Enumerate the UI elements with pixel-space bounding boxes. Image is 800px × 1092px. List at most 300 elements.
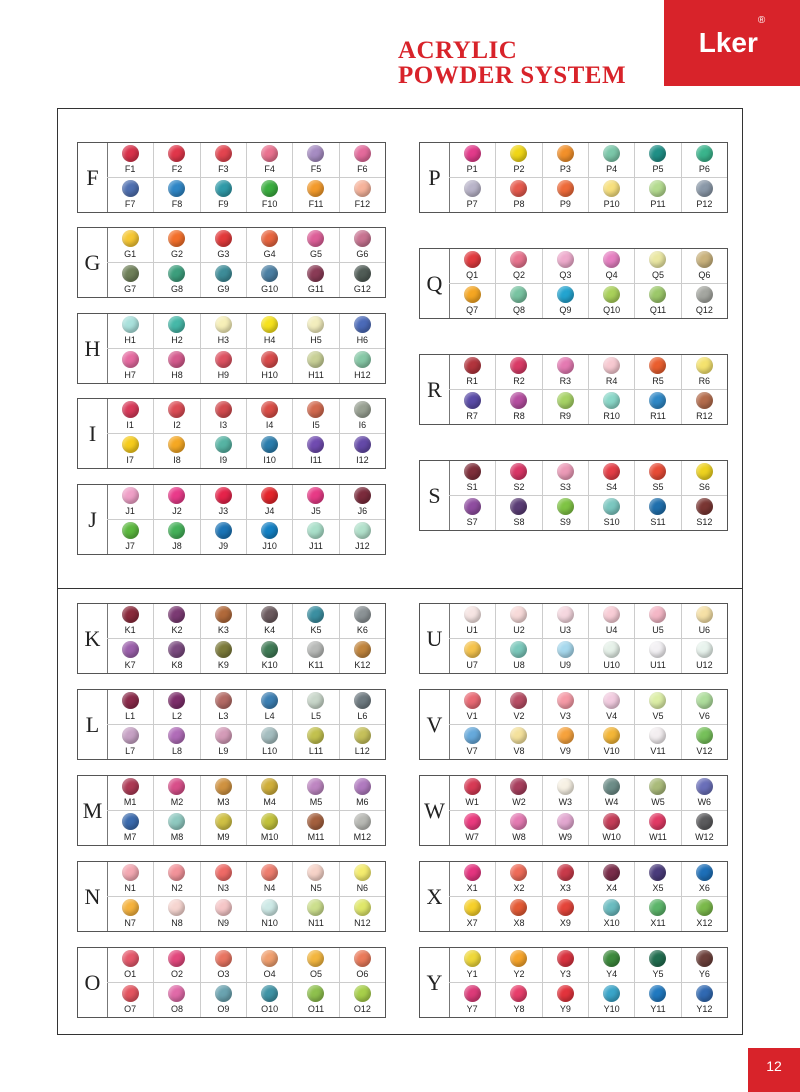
swatch-code: I10: [263, 454, 276, 465]
color-swatch: [510, 985, 527, 1002]
color-swatch: [354, 813, 371, 830]
color-swatch: [464, 778, 481, 795]
swatch-cell: [107, 897, 153, 932]
swatch-code: W10: [602, 831, 621, 842]
swatch-code: J4: [264, 506, 275, 516]
swatch-code: I8: [173, 454, 181, 465]
swatch-cell: [634, 948, 680, 983]
color-swatch: [696, 392, 713, 409]
swatch-cell: [153, 811, 199, 846]
swatch-cell: [292, 604, 338, 639]
swatch-cell: [339, 228, 385, 263]
color-swatch: [603, 606, 620, 623]
color-swatch: [603, 727, 620, 744]
swatch-code: L4: [264, 711, 275, 721]
color-swatch: [557, 251, 574, 268]
swatch-cell: [246, 314, 292, 349]
swatch-cell: [681, 390, 727, 425]
swatch-grid: [449, 143, 727, 212]
swatch-code: Y9: [559, 1003, 571, 1014]
swatch-cell: [588, 390, 634, 425]
swatch-group-r: [419, 354, 728, 425]
swatch-code: Q4: [605, 270, 618, 280]
swatch-cell: [542, 897, 588, 932]
color-swatch: [696, 692, 713, 709]
color-swatch: [354, 401, 371, 418]
color-swatch: [464, 463, 481, 480]
swatch-code: V5: [652, 711, 664, 721]
color-swatch: [261, 778, 278, 795]
swatch-code: P5: [652, 164, 664, 174]
color-swatch: [510, 463, 527, 480]
color-swatch: [464, 251, 481, 268]
swatch-code: W12: [695, 831, 714, 842]
swatch-code: M11: [307, 831, 325, 842]
swatch-code: V7: [466, 745, 478, 756]
color-swatch: [307, 180, 324, 197]
color-swatch: [649, 692, 666, 709]
swatch-code: J11: [309, 540, 323, 551]
color-swatch: [261, 487, 278, 504]
swatch-cell: [339, 983, 385, 1018]
swatch-group-y: [419, 947, 728, 1018]
swatch-cell: [542, 496, 588, 531]
swatch-code: H5: [310, 335, 322, 345]
color-swatch: [557, 463, 574, 480]
swatch-cell: [495, 355, 541, 390]
group-letter: Y: [420, 948, 450, 1017]
swatch-cell: [495, 604, 541, 639]
swatch-cell: [153, 639, 199, 674]
color-swatch: [557, 813, 574, 830]
color-swatch: [168, 950, 185, 967]
swatch-code: P9: [559, 198, 571, 209]
color-swatch: [122, 265, 139, 282]
swatch-group-q: [419, 248, 728, 319]
swatch-code: Y6: [698, 969, 710, 979]
color-swatch: [122, 641, 139, 658]
swatch-grid: [107, 314, 385, 383]
swatch-code: O4: [263, 969, 276, 979]
swatch-grid: [107, 862, 385, 931]
color-swatch: [649, 180, 666, 197]
color-swatch: [696, 985, 713, 1002]
swatch-code: L5: [310, 711, 321, 721]
color-swatch: [464, 357, 481, 374]
color-swatch: [696, 357, 713, 374]
swatch-cell: [634, 390, 680, 425]
color-swatch: [307, 436, 324, 453]
color-swatch: [649, 286, 666, 303]
swatch-cell: [246, 434, 292, 469]
swatch-code: U10: [603, 659, 620, 670]
swatch-cell: [681, 811, 727, 846]
swatch-code: X10: [603, 917, 620, 928]
swatch-code: Y1: [466, 969, 478, 979]
swatch-code: Y5: [652, 969, 664, 979]
color-swatch: [557, 727, 574, 744]
color-swatch: [122, 950, 139, 967]
color-swatch: [168, 727, 185, 744]
color-swatch: [307, 864, 324, 881]
swatch-group-k: [77, 603, 386, 674]
swatch-code: I12: [356, 454, 369, 465]
swatch-cell: [292, 314, 338, 349]
color-swatch: [168, 230, 185, 247]
color-swatch: [510, 778, 527, 795]
swatch-cell: [542, 390, 588, 425]
color-swatch: [168, 985, 185, 1002]
swatch-cell: [246, 948, 292, 983]
swatch-cell: [449, 948, 495, 983]
color-swatch: [649, 985, 666, 1002]
swatch-cell: [246, 604, 292, 639]
swatch-code: F5: [310, 164, 322, 174]
swatch-code: F4: [264, 164, 275, 174]
swatch-code: J8: [172, 540, 182, 551]
swatch-cell: [200, 776, 246, 811]
color-swatch: [168, 265, 185, 282]
swatch-cell: [634, 862, 680, 897]
swatch-cell: [495, 178, 541, 213]
color-swatch: [510, 813, 527, 830]
swatch-cell: [339, 434, 385, 469]
color-swatch: [215, 641, 232, 658]
swatch-grid: [449, 249, 727, 318]
swatch-code: U9: [559, 659, 572, 670]
color-swatch: [261, 522, 278, 539]
color-swatch: [354, 950, 371, 967]
swatch-cell: [292, 178, 338, 213]
color-swatch: [168, 813, 185, 830]
swatch-cell: [107, 485, 153, 520]
color-swatch: [603, 463, 620, 480]
swatch-cell: [542, 143, 588, 178]
swatch-code: K2: [171, 625, 183, 635]
registered-mark: ®: [757, 15, 766, 26]
color-swatch: [168, 522, 185, 539]
swatch-code: M3: [217, 797, 230, 807]
swatch-cell: [246, 983, 292, 1018]
swatch-cell: [200, 862, 246, 897]
swatch-cell: [681, 862, 727, 897]
swatch-cell: [339, 776, 385, 811]
group-letter: I: [78, 399, 108, 468]
swatch-cell: [588, 776, 634, 811]
color-swatch: [510, 357, 527, 374]
color-swatch: [510, 498, 527, 515]
swatch-code: I7: [126, 454, 134, 465]
swatch-code: O7: [124, 1003, 137, 1014]
swatch-cell: [107, 399, 153, 434]
color-swatch: [603, 778, 620, 795]
swatch-cell: [495, 496, 541, 531]
color-swatch: [557, 180, 574, 197]
swatch-cell: [153, 434, 199, 469]
swatch-code: M9: [217, 831, 230, 842]
swatch-cell: [246, 639, 292, 674]
swatch-code: V10: [603, 745, 620, 756]
swatch-cell: [153, 349, 199, 384]
swatch-cell: [495, 143, 541, 178]
swatch-code: I3: [219, 420, 228, 430]
color-swatch: [261, 351, 278, 368]
swatch-code: U11: [650, 659, 666, 670]
color-swatch: [261, 316, 278, 333]
color-swatch: [603, 251, 620, 268]
swatch-code: H10: [261, 369, 278, 380]
swatch-code: O11: [307, 1003, 325, 1014]
color-swatch: [464, 286, 481, 303]
swatch-code: S5: [652, 482, 664, 492]
swatch-code: Q7: [466, 304, 479, 315]
swatch-cell: [681, 725, 727, 760]
color-swatch: [464, 864, 481, 881]
swatch-code: U1: [466, 625, 478, 635]
swatch-code: K1: [124, 625, 136, 635]
swatch-cell: [681, 897, 727, 932]
swatch-code: G4: [263, 249, 276, 259]
swatch-code: X7: [466, 917, 478, 928]
swatch-cell: [153, 983, 199, 1018]
swatch-cell: [588, 725, 634, 760]
color-swatch: [122, 899, 139, 916]
color-swatch: [354, 351, 371, 368]
swatch-code: Y3: [559, 969, 571, 979]
color-swatch: [464, 641, 481, 658]
section-divider: [57, 588, 743, 589]
color-swatch: [168, 316, 185, 333]
swatch-cell: [681, 983, 727, 1018]
swatch-code: K8: [171, 659, 183, 670]
swatch-cell: [495, 284, 541, 319]
swatch-cell: [339, 143, 385, 178]
swatch-cell: [542, 178, 588, 213]
color-swatch: [307, 778, 324, 795]
swatch-code: R6: [698, 376, 711, 386]
swatch-code: R10: [603, 410, 620, 421]
color-swatch: [603, 985, 620, 1002]
swatch-cell: [107, 811, 153, 846]
color-swatch: [168, 180, 185, 197]
swatch-code: Y10: [603, 1003, 620, 1014]
swatch-cell: [542, 811, 588, 846]
color-swatch: [510, 950, 527, 967]
swatch-code: M6: [356, 797, 369, 807]
color-swatch: [261, 606, 278, 623]
color-swatch: [215, 230, 232, 247]
swatch-cell: [107, 725, 153, 760]
swatch-cell: [588, 862, 634, 897]
swatch-code: Q3: [559, 270, 572, 280]
swatch-code: N7: [124, 917, 136, 928]
color-swatch: [649, 392, 666, 409]
color-swatch: [122, 230, 139, 247]
color-swatch: [354, 316, 371, 333]
swatch-cell: [107, 314, 153, 349]
swatch-code: K12: [354, 659, 371, 670]
swatch-code: R9: [559, 410, 572, 421]
color-swatch: [510, 180, 527, 197]
color-swatch: [215, 950, 232, 967]
swatch-group-g: [77, 227, 386, 298]
swatch-code: R7: [466, 410, 478, 421]
color-swatch: [510, 727, 527, 744]
color-swatch: [510, 864, 527, 881]
title-line-1: ACRYLIC: [398, 37, 518, 64]
color-swatch: [557, 286, 574, 303]
swatch-code: I9: [219, 454, 228, 465]
swatch-code: W9: [558, 831, 573, 842]
color-swatch: [307, 265, 324, 282]
swatch-group-j: [77, 484, 386, 555]
swatch-code: P12: [696, 198, 713, 209]
swatch-code: F10: [261, 198, 278, 209]
swatch-cell: [292, 897, 338, 932]
swatch-cell: [495, 948, 541, 983]
swatch-cell: [107, 228, 153, 263]
color-swatch: [696, 864, 713, 881]
swatch-code: I2: [173, 420, 181, 430]
swatch-code: V9: [559, 745, 571, 756]
swatch-code: Y12: [696, 1003, 713, 1014]
color-swatch: [307, 641, 324, 658]
swatch-code: V1: [466, 711, 478, 721]
swatch-code: P3: [559, 164, 571, 174]
swatch-code: P11: [650, 198, 666, 209]
color-swatch: [215, 180, 232, 197]
color-swatch: [603, 899, 620, 916]
swatch-cell: [200, 263, 246, 298]
swatch-code: O10: [261, 1003, 279, 1014]
color-swatch: [122, 813, 139, 830]
swatch-cell: [449, 604, 495, 639]
swatch-group-m: [77, 775, 386, 846]
swatch-code: S8: [513, 516, 525, 527]
swatch-grid: [449, 690, 727, 759]
swatch-cell: [339, 811, 385, 846]
color-swatch: [354, 145, 371, 162]
swatch-code: L9: [218, 745, 229, 756]
color-swatch: [603, 145, 620, 162]
swatch-code: K4: [264, 625, 276, 635]
swatch-code: P10: [603, 198, 620, 209]
swatch-cell: [634, 496, 680, 531]
color-swatch: [649, 606, 666, 623]
swatch-code: P4: [606, 164, 618, 174]
swatch-cell: [292, 434, 338, 469]
group-letter: X: [420, 862, 450, 931]
swatch-group-u: [419, 603, 728, 674]
swatch-cell: [634, 690, 680, 725]
group-letter: N: [78, 862, 108, 931]
group-letter: R: [420, 355, 450, 424]
swatch-code: Q10: [603, 304, 621, 315]
swatch-cell: [681, 496, 727, 531]
swatch-group-i: [77, 398, 386, 469]
swatch-cell: [292, 485, 338, 520]
swatch-code: U4: [605, 625, 618, 635]
color-swatch: [261, 899, 278, 916]
group-letter: U: [420, 604, 450, 673]
color-swatch: [307, 899, 324, 916]
group-letter: V: [420, 690, 450, 759]
swatch-cell: [588, 284, 634, 319]
swatch-cell: [681, 143, 727, 178]
color-swatch: [122, 487, 139, 504]
swatch-cell: [542, 604, 588, 639]
color-swatch: [261, 985, 278, 1002]
swatch-code: V11: [650, 745, 666, 756]
swatch-cell: [292, 399, 338, 434]
swatch-code: Y8: [513, 1003, 525, 1014]
swatch-cell: [449, 249, 495, 284]
swatch-cell: [588, 639, 634, 674]
swatch-cell: [681, 249, 727, 284]
swatch-cell: [588, 461, 634, 496]
color-swatch: [603, 813, 620, 830]
swatch-code: S2: [513, 482, 525, 492]
swatch-code: L1: [125, 711, 136, 721]
color-swatch: [696, 498, 713, 515]
swatch-cell: [200, 725, 246, 760]
color-swatch: [354, 692, 371, 709]
group-letter: M: [78, 776, 108, 845]
swatch-code: Q8: [512, 304, 525, 315]
swatch-cell: [449, 496, 495, 531]
swatch-cell: [681, 178, 727, 213]
swatch-code: G1: [124, 249, 137, 259]
swatch-code: H8: [171, 369, 183, 380]
color-swatch: [510, 692, 527, 709]
swatch-cell: [339, 897, 385, 932]
swatch-cell: [246, 811, 292, 846]
swatch-code: S4: [606, 482, 618, 492]
swatch-cell: [542, 639, 588, 674]
group-letter: W: [420, 776, 450, 845]
color-swatch: [557, 641, 574, 658]
color-swatch: [122, 351, 139, 368]
swatch-grid: [107, 399, 385, 468]
swatch-code: X6: [698, 883, 710, 893]
brand-logo: [664, 0, 800, 86]
swatch-grid: [449, 461, 727, 530]
swatch-code: G5: [309, 249, 322, 259]
swatch-code: L3: [218, 711, 229, 721]
color-swatch: [510, 899, 527, 916]
swatch-cell: [339, 862, 385, 897]
swatch-cell: [246, 725, 292, 760]
color-swatch: [307, 316, 324, 333]
swatch-cell: [153, 725, 199, 760]
swatch-cell: [246, 897, 292, 932]
color-swatch: [261, 230, 278, 247]
swatch-code: M10: [260, 831, 279, 842]
swatch-cell: [495, 690, 541, 725]
color-swatch: [261, 145, 278, 162]
swatch-code: R12: [696, 410, 713, 421]
color-swatch: [649, 357, 666, 374]
color-swatch: [122, 985, 139, 1002]
swatch-cell: [200, 399, 246, 434]
color-swatch: [307, 985, 324, 1002]
swatch-code: F3: [218, 164, 229, 174]
swatch-group-f: [77, 142, 386, 213]
swatch-grid: [107, 604, 385, 673]
swatch-code: I4: [265, 420, 274, 430]
color-swatch: [649, 727, 666, 744]
swatch-cell: [200, 897, 246, 932]
